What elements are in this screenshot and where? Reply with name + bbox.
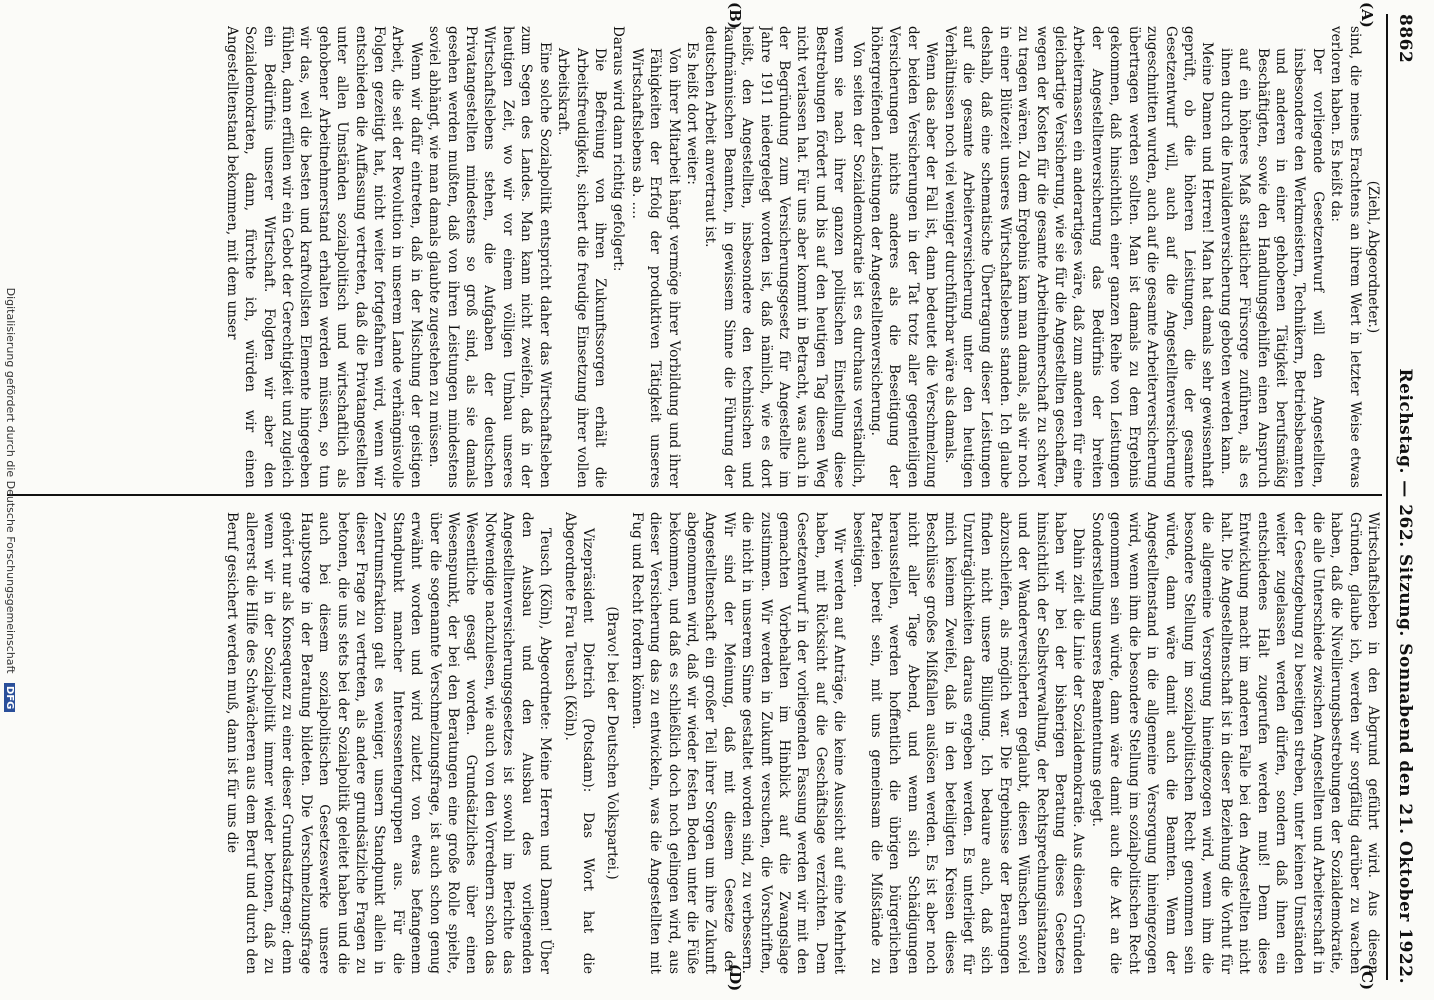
margin-mark-c: (C) (1358, 964, 1376, 991)
paragraph: Daraus wird dann richtig gefolgert: (610, 26, 627, 272)
paragraph: sind, die meines Erachtens an ihrem Wert in letzter Weise etwas verloren haben. Es heißt da: (1328, 26, 1363, 488)
paragraph: Es heißt dort weiter: (683, 42, 700, 186)
digitization-footer (4, 0, 17, 1000)
paragraph: Dahin zielt die Linie der Sozialdemokratie. Aus diesen Gründen haben wir bei der bisherigen Beratung dieses Gesetzes hinsichtlich der Selbstverwaltung, der Rechtsprechungsinstanzen und der Wanderversicherten geglaubt, diesen Wünschen soviel abzuschleifen, als möglich war. Die Ergebnisse der Beratungen finden nicht unsere Billigung. Ich bedaure auch, daß sich Unzuträglichkeiten daraus ergeben werden. Es unterliegt für mich keinem Zweifel, daß in den beteiligten Kreisen dieses Beschlüsse großes Mißfallen auslösen werden. Es ist aber noch nicht aller Tage Abend, und wenn sich Schädigungen herausstellen, werden hoffentlich die übrigen bürgerlichen Parteien bereit sein, mit uns gemeinsam die Mißstände zu beseitigen. (849, 512, 1087, 974)
paragraph: Eine solche Sozialpolitik entspricht daher das Wirtschaftsleben zum Segen des Landes. Man kann nicht zweifeln, daß in der heutigen Zeit, wo wir vor einem völligen Umbau unseres Wirtschaftslebens stehen, die Aufgaben der deutschen Privatangestellten mindestens so groß sind, als sie damals gesehen werden mußten, daß von ihren Leistungen mindestens soviel abhängt, wie man damals glaubte zugestehen zu müssen. (426, 26, 553, 488)
page-header (1390, 14, 1420, 984)
paragraph: Wenn wir dafür eintreten, daß in der Mischung der geistigen Arbeit, die seit der Revolution in unserem Lande verhängnisvolle Folgen gezeitigt hat, nicht weiter fortgefahren wird, wenn wir entschieden die Auffassung vertreten, daß die Privatangestellten unter allen Umständen sozialpolitisch und wirtschaftlich als gehobener Arbeitnehmerstand erhalten werden müssen, so tun wir das, weil die besten und kraftvollsten Elemente hingegeben fühlen, dann erfüllen wir ein Gebot der Gerechtigkeit und zugleich ein Bedürfnis unserer Wirtschaft. Folgten wir aber den Sozialdemokraten, dann, fürchte ich, würden wir einen Angestelltenstand bekommen, mit dem unser (223, 26, 424, 488)
quotation: Die Befreiung von ihren Zukunftssorgen erhält die Arbeitsfreudigkeit, sichert die freudige Einsetzung ihrer vollen Arbeitskraft. (555, 48, 608, 488)
speaker-note: (Ziehl, Abgeordneter.) (1365, 180, 1381, 334)
quotation: Von ihrer Mitarbeit hängt vermöge ihrer Vorbildung und ihrer Fähigkeiten der Erfolg der produktiven Tätigkeit unseres Wirtschaftslebens ab. .... (628, 48, 682, 488)
left-column (7, 26, 1382, 488)
page-number: 8862 (1395, 14, 1415, 64)
applause-note: (Bravo! bei der Deutschen Volkspartei.) (604, 606, 621, 880)
paragraph: Wirtschaftsleben in den Abgrund geführt wird. Aus diesen Gründen, glaube ich, werden wir sorgfältig darüber zu wachen haben, daß die Nivellierungsbestrebungen der Sozialdemokratie, die alle Unterschiede zwischen Angestellten und Arbeiterschaft in der Gesetzgebung zu beseitigen streben, unter keinen Umständen weiter zugelassen werden dürfen, sondern daß ihnen ein entschiedenes Halt zugerufen werden muß! Denn diese Entwicklung macht im anderen Falle bei den Angestellten nicht halt. Die Angestelltenschaft ist in dieser Beziehung die Vorhut für die allgemeine Versorgung hineingezogen wird, wenn ihm die besondere Stellung im sozialpolitischen Recht genommen sein würde, dann wäre damit auch die Beamten. Wenn der Angestelltenstand in die allgemeine Versorgung hineingezogen wird, wenn ihm die besondere Stellung im sozialpolitischen Recht genommen sein würde, dann wäre damit auch die Axt an die Sonderstellung unseres Beamtentums gelegt. (1088, 512, 1381, 974)
footer-text: Digitalisierung gefördert durch die Deutsche Forschungsgemeinschaft (4, 287, 17, 674)
header-title: Reichstag. — 262. Sitzung. Sonnabend den 21. Oktober 1922. (1395, 368, 1415, 984)
speech-paragraph: Teusch (Köln), Abgeordnete: Meine Herren und Damen! Über den Ausbau und den Ausbau des vorliegenden Angestelltenversicherungsgesetzes ist sowohl im Berichte das Notwendige nachzulesen, wie auch von den Vorrednern schon das Wesentliche gesagt worden. Grundsätzliches über einen Wesenspunkt, der bei den Beratungen eine große Rolle spielte, über die sogenannte Verschmelzungsfrage, ist auch schon genug erwähnt worden und wird zuletzt von etwas befangenem Standpunkt mancher Interessentengruppen aus. Für die Zentrumsfraktion galt es weniger, unsern Standpunkt allein in dieser Frage zu vertreten, als andere grundsätzliche Fragen zu betonen, die uns stets bei der Sozialpolitik geleitet haben und die auch bei diesem sozialpolitischen Gesetzeswerke unsere Hauptsorge in der Beratung bildeten. Die Verschmelzungsfrage gehört nur als Konsequenz zu einer dieser Grundsatzfragen; denn wenn wir in der Sozialpolitik immer wieder betonen, daß zu allererst die Hilfe des Schwächeren aus dem Beruf und durch den Beruf gesichert werden muß, dann ist für uns die (224, 512, 554, 974)
margin-mark-d: (D) (726, 964, 744, 992)
paragraph: Wir werden auf Anträge, die keine Aussicht auf eine Mehrheit haben, mit Rücksicht auf die Geschäftslage verzichten. Dem Gesetzentwurf in der vorliegenden Fassung werden wir mit den gemachten Vorbehalten im Hinblick auf die Zwangslage zustimmen. Wir werden in Zukunft versuchen, die Vorschriften, die nicht in unserem Sinne gestaltet worden sind, zu verbessern. Wir sind der Meinung, daß mit diesem Gesetze der Angestelltenschaft ein großer Teil ihrer Sorgen um ihre Zukunft abgenommen wird, daß wir wieder festen Boden unter die Füße bekommen, und daß es schließlich doch noch gelingen wird, aus dieser Versicherung das zu entwickeln, was die Angestellten mit Fug und Recht fordern können. (628, 512, 848, 974)
paragraph: Von seiten der Sozialdemokratie ist es durchaus verständlich, wenn sie nach ihrer ganzen politischen Einstellung diese Bestrebungen fördert und bis auf den heutigen Tag diesen Weg nicht verlassen hat. Für uns aber kommt in Betracht, was auch in der Begründung zum Versicherungsgesetz für Angestellte im Jahre 1911 niedergelegt worden ist, daß nämlich, wie es dort heißt, den Angestellten, insbesondere den technischen und kaufmännischen Beamten, in gewissem Sinne die Führung der deutschen Arbeit anvertraut ist. (702, 26, 866, 488)
paragraph: Meine Damen und Herren! Man hat damals sehr gewissenhaft geprüft, ob die höheren Leistungen, die der gesamte Gesetzentwurf will, auch auf die Angestelltenversicherung zugeschnitten wurden, auch auf die gesamte Arbeiterversicherung übertragen werden sollten. Man ist damals zu dem Ergebnis gekommen, daß hinsichtlich einer ganzen Reihe von Leistungen der Angestelltenversicherung das Bedürfnis der breiten Arbeitermassen ein anderartiges wäre, daß zum anderen für eine gleichartige Versicherung, wie sie für die Angestellten geschaffen, wegen der Kosten für die gesamte Arbeitnehmerschaft zu schwer zu tragen wären. Zu dem Ergebnis kam man damals, als wir noch in einer Blütezeit unseres Wirtschaftslebens standen. Ich glaube deshalb, daß eine schematische Übertragung dieser Leistungen auf die gesamte Arbeiterversicherung unter den heutigen Verhältnissen noch viel weniger durchführbar wäre als damals. (941, 26, 1216, 488)
column-divider (7, 494, 1382, 496)
right-column (7, 512, 1382, 974)
quotation: Der vorliegende Gesetzentwurf will den Angestellten, insbesondere den Werkmeistern, Technikern, Betriebsbeamten und anderen in einer gehobenen Tätigkeit berufsmäßig Beschäftigten, sowie den Handlungsgehilfen einen Anspruch auf ein höheres Maß staatlicher Fürsorge zuführen, als es ihnen durch die Invalidenversicherung geboten werden kann. (1217, 48, 1326, 488)
margin-mark-a: (A) (1358, 2, 1376, 28)
header-rule (1386, 14, 1388, 980)
paragraph: Wenn das aber der Fall ist, dann bedeutet die Verschmelzung der beiden Versicherungen in der Tat trotz aller gegenteiligen Versicherungen nichts anderes als die Beseitigung der höhergreifenden Leistungen der Angestelltenversicherung. (868, 26, 940, 488)
chair-announcement: Vizepräsident Dietrich (Potsdam): Das Wort hat die Abgeordnete Frau Teusch (Köln). (561, 512, 596, 974)
dfg-logo: DFG (4, 683, 15, 712)
margin-mark-b: (B) (726, 2, 744, 29)
